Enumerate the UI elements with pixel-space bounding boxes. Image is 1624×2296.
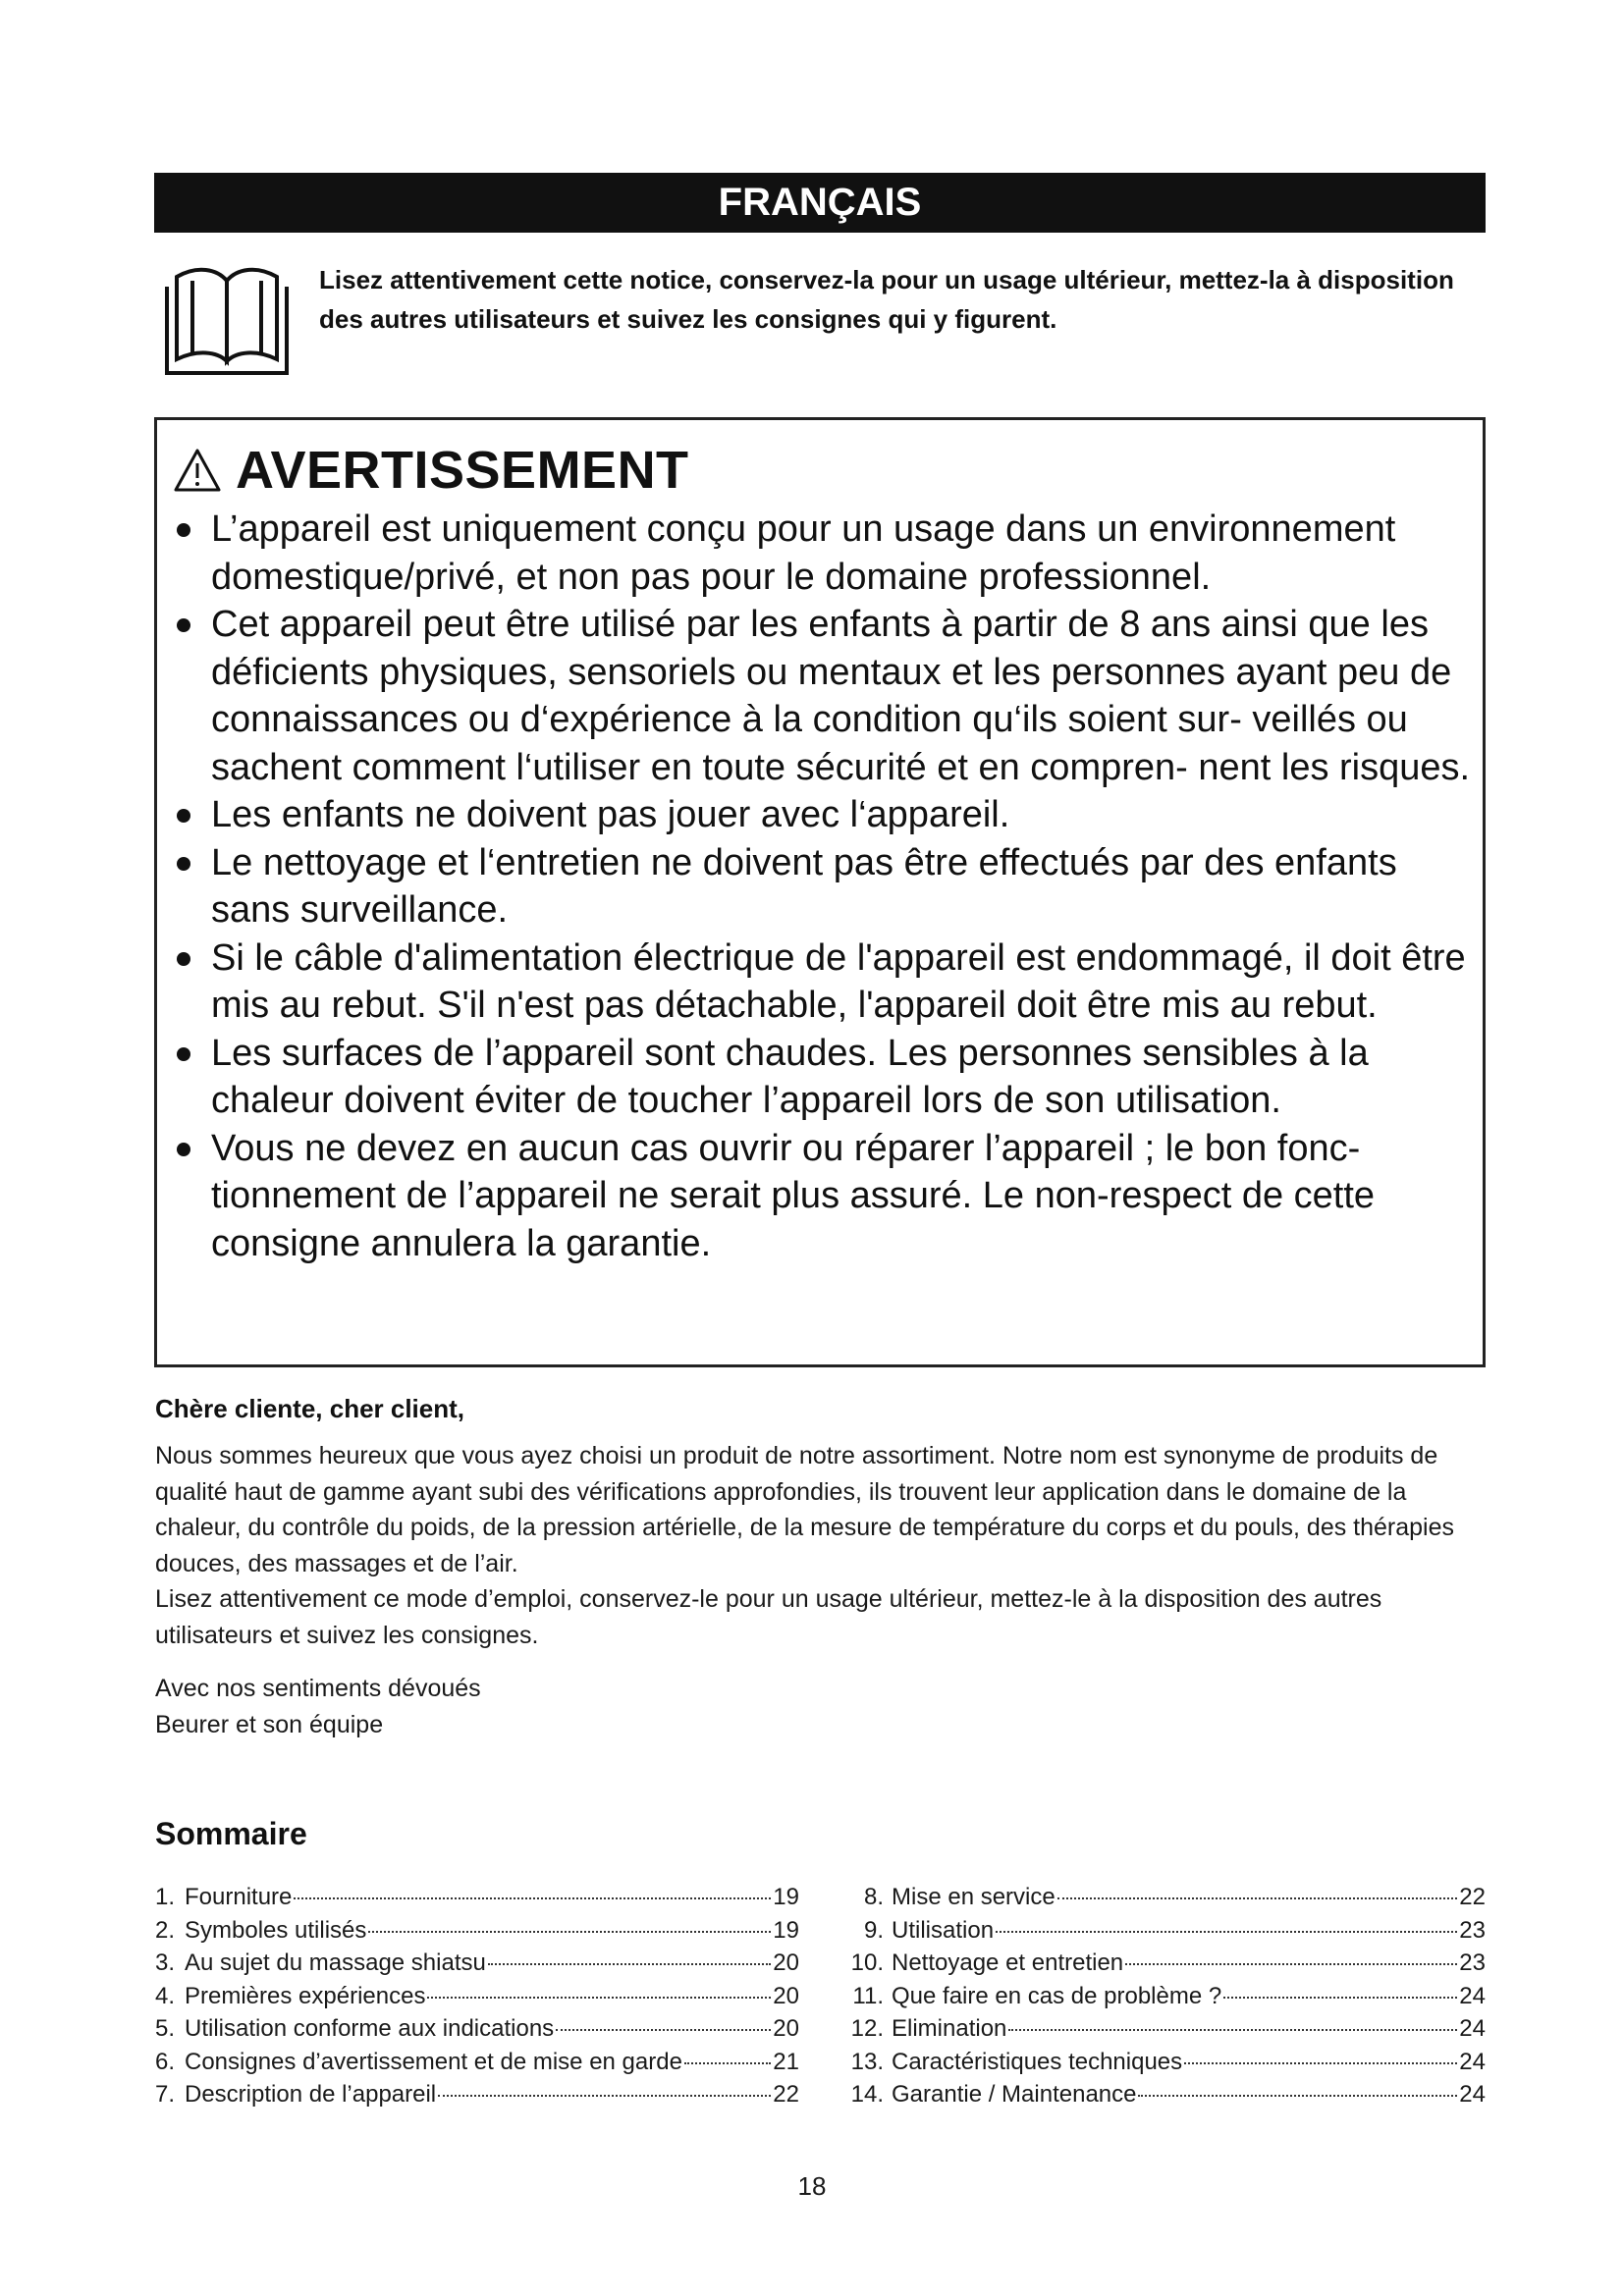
toc-entry-page: 23: [1459, 1949, 1486, 1976]
toc-leader: [427, 1997, 771, 1999]
toc-entry-label: Au sujet du massage shiatsu: [185, 1949, 486, 1976]
toc-entry-label: Elimination: [892, 2015, 1007, 2042]
toc-entry: [842, 2012, 1486, 2046]
warning-title: AVERTISSEMENT: [236, 441, 689, 500]
toc-entry-label: Caractéristiques techniques: [892, 2048, 1183, 2075]
toc-entry: [842, 1914, 1486, 1948]
toc-entry-number: 2.: [155, 1916, 176, 1944]
toc-entry-label: Fourniture: [185, 1884, 293, 1910]
toc-leader: [1184, 2062, 1457, 2064]
warning-item: Cet appareil peut être utilisé par les enfants à partir de 8 ans ainsi que les déficients physiques, sensoriels ou mentaux et les personnes ayant peu de connaissances ou d‘expérience à la condition qu‘ils soient sur- veillés ou sachent comment l‘utiliser en toute sécurité et en compren- nent les risques.: [175, 601, 1471, 791]
toc-entry-number: 12.: [850, 2015, 884, 2042]
toc-leader: [684, 2062, 771, 2064]
book-icon: [163, 257, 291, 377]
toc-entry: [842, 2078, 1486, 2111]
greeting: Chère cliente, cher client,: [155, 1394, 465, 1423]
toc-entry: [155, 1881, 799, 1914]
toc-entry-label: Consignes d’avertissement et de mise en garde: [185, 2048, 682, 2075]
toc-leader: [488, 1963, 771, 1965]
toc-entry: [842, 2046, 1486, 2079]
toc-left-column: [155, 1881, 799, 2111]
toc-entry-page: 20: [773, 1949, 799, 1976]
toc-entry-page: 24: [1459, 2048, 1486, 2075]
warning-box: [154, 417, 1486, 1367]
toc-entry-number: 14.: [850, 2081, 884, 2108]
toc-leader: [1223, 1997, 1457, 1999]
toc-entry-number: 3.: [155, 1949, 176, 1976]
toc-leader: [1138, 2095, 1457, 2097]
toc-entry-number: 11.: [852, 1982, 884, 2009]
toc-title: Sommaire: [155, 1816, 307, 1851]
warning-triangle-icon: [173, 448, 222, 493]
toc-leader: [294, 1897, 771, 1899]
toc-entry-page: 20: [773, 1982, 799, 2009]
toc-right-column: [842, 1881, 1486, 2111]
signoff-line: Beurer et son équipe: [155, 1710, 384, 1738]
toc-leader: [1125, 1963, 1457, 1965]
warning-item: Si le câble d'alimentation électrique de l'appareil est endommagé, il doit être mis au rebut. S'il n'est pas détachable, l'appareil doit être mis au rebut.: [175, 934, 1471, 1030]
toc-entry-page: 24: [1459, 2081, 1486, 2108]
toc-entry: [155, 2078, 799, 2111]
toc-entry-page: 22: [773, 2081, 799, 2108]
toc-entry-page: 23: [1459, 1916, 1486, 1944]
toc-entry: [842, 1980, 1486, 2013]
toc-leader: [438, 2095, 771, 2097]
toc-entry-number: 6.: [155, 2048, 176, 2075]
toc-entry: [155, 2012, 799, 2046]
toc-entry-number: 4.: [155, 1982, 176, 2009]
warning-header: [173, 438, 689, 503]
toc-entry: [155, 1947, 799, 1980]
toc-entry: [155, 1980, 799, 2013]
warning-item: L’appareil est uniquement conçu pour un usage dans un environnement domestique/privé, et non pas pour le domaine professionnel.: [175, 506, 1471, 601]
toc-entry: [842, 1881, 1486, 1914]
toc-entry-label: Utilisation: [892, 1916, 995, 1944]
toc-entry: [842, 1947, 1486, 1980]
intro-body: [155, 1438, 1495, 1653]
warning-item: Le nettoyage et l‘entretien ne doivent pas être effectués par des enfants sans surveillance.: [175, 839, 1471, 934]
signoff: [155, 1671, 941, 1742]
warning-list: [175, 506, 1471, 1267]
toc-entry-page: 19: [773, 1916, 799, 1944]
toc-entry-label: Premières expériences: [185, 1982, 426, 2009]
warning-item: Vous ne devez en aucun cas ouvrir ou réparer l’appareil ; le bon fonc- tionnement de l’appareil ne serait plus assuré. Le non-respect de cette consigne annulera la garantie.: [175, 1125, 1471, 1268]
read-instructions-note: Lisez attentivement cette notice, conservez-la pour un usage ultérieur, mettez-la à disposition des autres utilisateurs et suivez les consignes qui y figurent.: [319, 265, 1454, 334]
toc-entry-label: Utilisation conforme aux indications: [185, 2015, 555, 2042]
page-number: 18: [797, 2171, 827, 2201]
toc-leader: [556, 2029, 771, 2031]
toc-entry-label: Garantie / Maintenance: [892, 2081, 1137, 2108]
toc-entry-number: 10.: [850, 1949, 884, 1976]
toc-entry-label: Mise en service: [892, 1884, 1056, 1910]
warning-item: Les enfants ne doivent pas jouer avec l‘appareil.: [175, 791, 1471, 839]
toc-entry-label: Description de l’appareil: [185, 2081, 437, 2108]
toc-entry-number: 7.: [155, 2081, 176, 2108]
toc-leader: [368, 1931, 771, 1933]
toc-entry-number: 5.: [155, 2015, 176, 2042]
signoff-line: Avec nos sentiments dévoués: [155, 1675, 481, 1702]
toc-entry-label: Nettoyage et entretien: [892, 1949, 1124, 1976]
language-header: FRANÇAIS: [154, 173, 1486, 233]
toc-entry-label: Symboles utilisés: [185, 1916, 367, 1944]
toc-entry-page: 20: [773, 2015, 799, 2042]
toc-entry-page: 24: [1459, 2015, 1486, 2042]
toc-entry-number: 8.: [863, 1884, 884, 1910]
warning-item: Les surfaces de l’appareil sont chaudes. Les personnes sensibles à la chaleur doivent éviter de toucher l’appareil lors de son utilisation.: [175, 1030, 1471, 1125]
toc-entry: [155, 2046, 799, 2079]
toc-entry-label: Que faire en cas de problème ?: [892, 1982, 1222, 2009]
toc-leader: [1057, 1897, 1458, 1899]
toc-entry-page: 24: [1459, 1982, 1486, 2009]
intro-paragraph: Nous sommes heureux que vous ayez choisi un produit de notre assortiment. Notre nom est synonyme de produits de qualité haut de gamme ayant subi des vérifications approfondies, ils trouvent leur application dans le domaine de la chaleur, du contrôle du poids, de la pression artérielle, de la mesure de température du corps et du pouls, des thérapies douces, des massages et de l’air.: [155, 1442, 1455, 1577]
toc-entry-page: 19: [773, 1884, 799, 1910]
toc-entry-number: 13.: [850, 2048, 884, 2075]
toc-leader: [996, 1931, 1457, 1933]
intro-paragraph: Lisez attentivement ce mode d’emploi, conservez-le pour un usage ultérieur, mettez-le à la disposition des autres utilisateurs et suivez les consignes.: [155, 1585, 1382, 1649]
toc-leader: [1008, 2029, 1457, 2031]
toc-entry-page: 22: [1459, 1884, 1486, 1910]
toc-entry-number: 1.: [155, 1884, 176, 1910]
toc-entry-number: 9.: [863, 1916, 884, 1944]
toc-entry: [155, 1914, 799, 1948]
toc-entry-page: 21: [773, 2048, 799, 2075]
